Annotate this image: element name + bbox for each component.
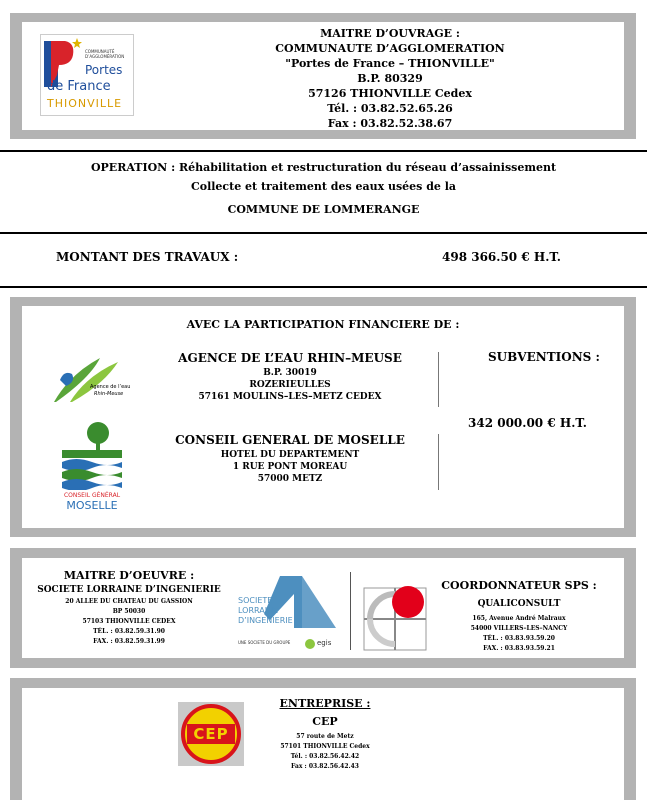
cep-logo-text: CEP [193,725,229,743]
logo-small-text: COMMUNAUTÉ D’AGGLOMÉRATION [85,49,125,59]
participation-title: AVEC LA PARTICIPATION FINANCIERE DE : [186,318,460,331]
maitre-ouvrage-title: MAITRE D’OUVRAGE : [320,27,460,40]
qualiconsult-logo [362,580,432,652]
agence-logo-text2: Rhin-Meuse [94,391,124,397]
portes-de-france-logo [40,34,134,116]
maitre-ouvrage-line4: 57126 THIONVILLE Cedex [308,87,472,100]
conseil-line2: 1 RUE PONT MOREAU [232,462,348,472]
conseil-line1: HOTEL DU DEPARTEMENT [220,450,360,460]
oeuvre-title: MAITRE D’OEUVRE : [63,569,195,582]
maitre-ouvrage-line1: COMMUNAUTE D’AGGLOMERATION [275,42,505,55]
entreprise-line3: Tél. : 03.82.56.42.42 [290,753,360,760]
montant-label: MONTANT DES TRAVAUX : [56,250,239,264]
logo-de-france: de France [47,79,111,94]
entreprise-line2: 57101 THIONVILLE Cedex [280,743,370,750]
oeuvre-block [24,568,234,647]
operation-commune: COMMUNE DE LOMMERANGE [227,203,420,216]
maitre-ouvrage-line3: B.P. 80329 [357,72,423,85]
agence-line1: B.P. 30019 [263,368,317,378]
oeuvre-line1: 20 ALLEE DU CHATEAU DU GASSION [65,598,193,605]
maitre-ouvrage-line5: Tél. : 03.82.52.65.26 [327,102,453,115]
qualiconsult-emblem [362,580,432,652]
subventions-value: 342 000.00 € H.T. [468,416,587,430]
divider-1 [0,150,647,152]
coordonnateur-title: COORDONNATEUR SPS : [441,579,597,592]
participation-separator-2 [438,434,439,490]
oeuvre-separator [350,572,351,650]
entreprise-line4: Fax : 03.82.56.42.43 [291,763,359,770]
oeuvre-line4: TÉL. : 03.82.59.31.90 [93,628,165,635]
maitre-ouvrage-line6: Fax : 03.82.52.38.67 [327,117,453,130]
conseil-block [150,432,430,485]
conseil-name: CONSEIL GENERAL DE MOSELLE [175,433,405,447]
sli-logo-text5: egis [317,639,332,647]
sli-logo-text4: UNE SOCIETE DU GROUPE [238,640,291,645]
agence-line2: ROZERIEULLES [249,380,331,390]
sli-logo-text1: SOCIETE [238,596,273,605]
logo-portes: Portes [85,63,123,77]
moselle-logo-text2: MOSELLE [66,499,118,512]
oeuvre-line5: FAX. : 03.82.59.31.99 [93,638,165,645]
oeuvre-line2: BP 50030 [112,608,146,615]
sli-logo-text3: D’INGENIERIE [238,616,293,625]
entreprise-line1: 57 route de Metz [296,733,354,740]
logo-thionville: THIONVILLE [47,97,123,110]
moselle-tree-icon [60,420,124,490]
divider-3 [0,286,647,288]
agence-block [150,350,430,403]
operation-block [0,158,647,219]
moselle-logo [60,420,124,512]
agence-eau-logo [50,354,132,404]
participation-separator-1 [438,352,439,407]
montant-value: 498 366.50 € H.T. [442,250,561,264]
agence-line3: 57161 MOULINS–LES–METZ CEDEX [198,392,382,402]
operation-line1: OPERATION : Réhabilitation et restructuration du réseau d’assainissement [90,161,557,174]
coordonnateur-line2: 54000 VILLERS–LES–NANCY [470,625,568,632]
coordonnateur-name: QUALICONSULT [477,599,561,609]
coordonnateur-block [426,578,612,654]
entreprise-name: CEP [312,715,338,728]
coordonnateur-line4: FAX. : 03.83.93.59.21 [483,645,555,652]
subventions-label: SUBVENTIONS : [488,350,600,364]
sli-logo [236,572,344,652]
conseil-line3: 57000 METZ [257,474,323,484]
oeuvre-line3: 57103 THIONVILLE CEDEX [82,618,176,625]
maitre-ouvrage-text [200,26,580,131]
divider-2 [0,232,647,234]
moselle-logo-text1: CONSEIL GÉNÉRAL [63,492,121,499]
entreprise-block [230,696,420,772]
agence-name: AGENCE DE L’EAU RHIN–MEUSE [178,351,402,365]
entreprise-title: ENTREPRISE : [279,697,371,710]
maitre-ouvrage-line2: "Portes de France – THIONVILLE" [285,57,495,70]
coordonnateur-line1: 165, Avenue André Malraux [472,615,566,622]
operation-line2: Collecte et traitement des eaux usées de la [190,180,457,193]
oeuvre-name: SOCIETE LORRAINE D’INGENIERIE [37,585,221,595]
agence-logo-text1: Agence de l’eau [90,384,131,390]
sli-logo-text2: LORRAINE [238,606,279,615]
coordonnateur-line3: TÉL. : 03.83.93.59.20 [483,635,555,642]
